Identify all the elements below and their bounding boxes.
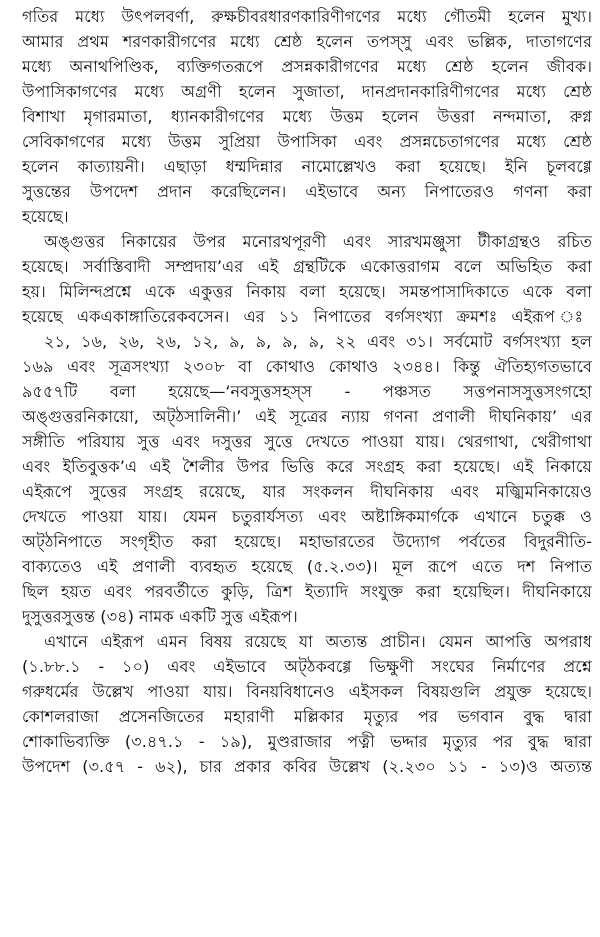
text-line: দুসুত্তরসুত্তন্ত (৩৪) নামক একটি সুত্ত এইরূপ। [22, 607, 298, 626]
text-line: আমার প্রথম শরণকারীগণের মধ্যে শ্রেষ্ঠ হলেন তপস্সু এবং ভল্লিক, দাতাগণের [22, 32, 592, 51]
text-line: হলেন কাত্যায়নী। এছাড়া ধম্মদিন্নার নামোল্লেখও করা হয়েছে। ইনি চূলবগ্গে [22, 157, 592, 176]
text-line: সুত্তন্তের উপদেশ প্রদান করেছিলেন। এইভাবে অন্য নিপাতেরও গণনা করা [22, 182, 592, 201]
text-line: গরুধর্মের উল্লেখ পাওয়া যায়। বিনয়বিধানেও এইসকল বিষয়গুলি প্রযুক্ত হয়েছে। [22, 682, 592, 701]
text-line: বিশাখা মৃগারমাতা, ধ্যানকারীগণের মধ্যে উত্তম হলেন উত্তরা নন্দমাতা, রুগ্ন [22, 107, 592, 126]
text-line: (১.৮৮.১ - ১০) এবং এইভাবে অট্ঠকবগ্গে ভিক্ষুণী সংঘের নির্মাণের প্রশ্নে [22, 657, 592, 676]
text-line: উপদেশ (৩.৫৭ - ৬২), চার প্রকার কবির উল্লেখ (২.২৩০ ১১ - ১৩)ও অত্যন্ত [22, 757, 592, 776]
text-line: হয়েছে একএকাঙ্গাতিরেকবসেন। এর ১১ নিপাতের বর্গসংখ্যা ক্রমশঃ এইরূপ ঃ [22, 307, 592, 326]
text-line: উপাসিকাগণের মধ্যে অগ্রণী হলেন সুজাতা, দানপ্রদানকারিণীগণের মধ্যে শ্রেষ্ঠ [22, 82, 592, 101]
text-line: বাক্যতেও এই প্রণালী ব্যবহৃত হয়েছে (৫.২.৩৩)। মূল রূপে এতে দশ নিপাত [22, 557, 592, 576]
text-line: এখানে এইরূপ এমন বিষয় রয়েছে যা অত্যন্ত প্রাচীন। যেমন আপত্তি অপরাধ [44, 632, 592, 651]
text-line: ১৬৯ এবং সূত্রসংখ্যা ২৩০৮ বা কোথাও কোথাও ২৩৪৪। কিন্তু ঐতিহ্যগতভাবে [22, 357, 592, 376]
text-line: হয়। মিলিন্দপ্রশ্নে একে একুত্তর নিকায় বলা হয়েছে। সমন্তপাসাদিকাতে একে বলা [22, 282, 592, 301]
paragraph-1 [22, 4, 592, 229]
text-line: হয়েছে। সর্বাস্তিবাদী সম্প্রদায়’এর এই গ্রন্থটিকে একোত্তরাগম বলে অভিহিত করা [22, 257, 592, 276]
text-line: অঙ্গুত্তরনিকায়ো, অট্ঠসালিনী।’ এই সূত্রের ন্যায় গণনা প্রণালী দীঘনিকায়’ এর [22, 407, 592, 426]
text-line: অঙ্গুত্তর নিকায়ের উপর মনোরথপূরণী এবং সারখমঞ্জুসা টীকাগ্রন্থও রচিত [44, 232, 592, 251]
text-line: ২১, ১৬, ২৬, ২৬, ১২, ৯, ৯, ৯, ৯, ২২ এবং ৩১। সর্বমোট বর্গসংখ্যা হল [44, 332, 592, 351]
text-line: গতির মধ্যে উৎপলবর্ণা, রুক্ষচীবরধারণকারিণীগণের মধ্যে গৌতমী হলেন মুখ্য। [22, 7, 592, 26]
paragraph-2 [22, 229, 592, 629]
text-line: হয়েছে। [22, 207, 69, 226]
text-line: কোশলরাজা প্রসেনজিতের মহারাণী মল্লিকার মৃত্যুর পর ভগবান বুদ্ধ দ্বারা [22, 707, 592, 726]
text-line: সেবিকাগণের মধ্যে উত্তম সুপ্রিয়া উপাসিকা এবং প্রসন্নচেতাগণের মধ্যে শ্রেষ্ঠ [22, 132, 592, 151]
text-line: শোকাভিব্যক্তি (৩.৪৭.১ - ১৯), মুণ্ডরাজার পত্নী ভদ্দার মৃত্যুর পর বুদ্ধ দ্বারা [22, 732, 592, 751]
text-line: দেখতে পাওয়া যায়। যেমন চতুরার্যসত্য এবং অষ্টাঙ্গিকমার্গকে এখানে চতুক্ক ও [22, 507, 592, 526]
text-line: এবং ইতিবুত্তক’এ এই শৈলীর উপর ভিত্তি করে সংগ্রহ করা হয়েছে। এই নিকায়ে [22, 457, 592, 476]
paragraph-3 [22, 629, 592, 779]
text-line: মধ্যে অনাথপিণ্ডিক, ব্যক্তিগতরূপে প্রসন্নকারীগণের মধ্যে শ্রেষ্ঠ হলেন জীবক। [22, 57, 592, 76]
text-line: ৯৫৫৭টি বলা হয়েছে—‘নবসুত্তসহস্স - পঞ্চসত সত্তপনাসসুত্তসংগহো [22, 382, 592, 401]
text-line: এইরূপে সুত্তের সংগ্রহ রয়েছে, যার সংকলন দীঘনিকায় এবং মজ্ঝিমনিকায়েও [22, 482, 592, 501]
text-line: ছিল হয়ত এবং পরবর্তীতে কুড়ি, ত্রিশ ইত্যাদি সংযুক্ত করা হয়েছিল। দীঘনিকায়ে [22, 582, 592, 601]
text-line: সঙ্গীতি পরিযায় সুত্ত এবং দসুত্তর সুত্তে দেখতে পাওয়া যায়। থেরগাথা, থেরীগাথা [22, 432, 592, 451]
text-line: অট্ঠনিপাতে সংগৃহীত করা হয়েছে। মহাভারতের উদ্যোগ পর্বতের বিদুরনীতি- [22, 532, 592, 551]
